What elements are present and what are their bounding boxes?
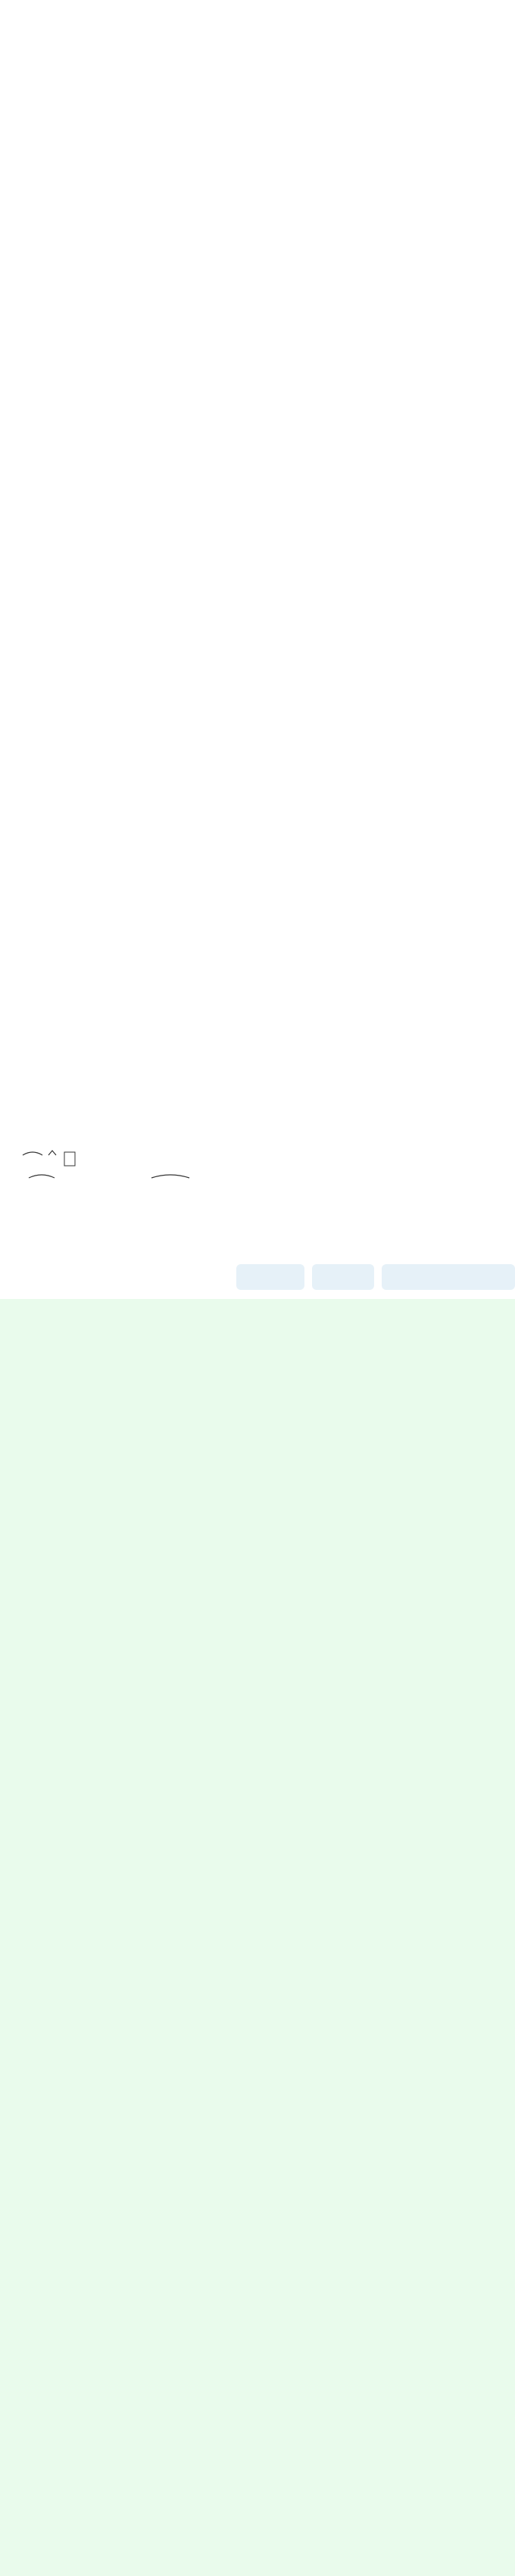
prev-exercise-button[interactable] (236, 1264, 304, 1290)
exercise-header (0, 1254, 515, 1299)
answer-panel (0, 1299, 515, 2576)
page (0, 0, 515, 3)
all-exercises-button[interactable] (382, 1264, 515, 1290)
next-exercise-button[interactable] (312, 1264, 374, 1290)
article-text (0, 0, 515, 3)
root-arc (23, 1152, 42, 1155)
morpheme-analysis (0, 1148, 515, 1193)
ending-box (64, 1152, 75, 1166)
root-arc-2 (29, 1175, 55, 1178)
suffix-mark (48, 1151, 56, 1155)
root-arc-3 (151, 1175, 189, 1178)
morpheme-diagram (0, 1148, 515, 1193)
